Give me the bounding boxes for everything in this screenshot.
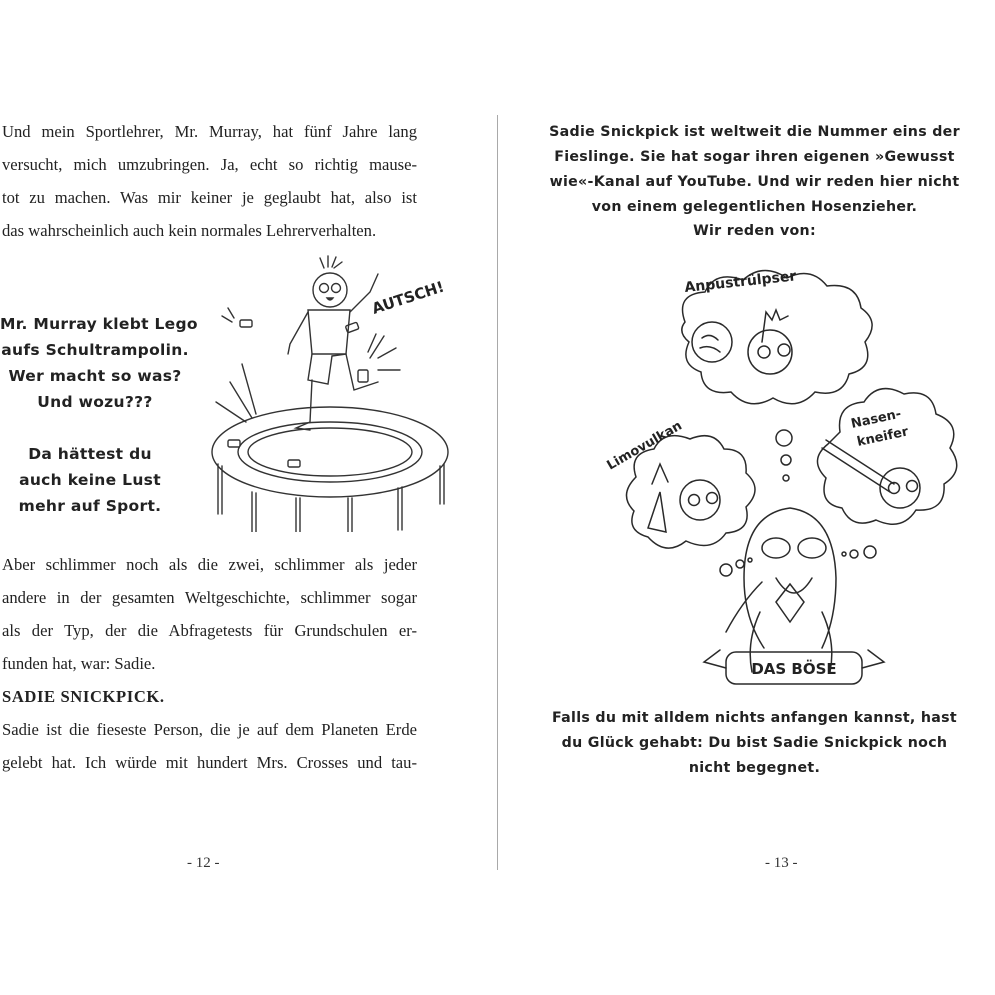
caption-line: Da hättest du — [28, 445, 152, 463]
caption-line: Und wozu??? — [37, 393, 153, 411]
text-line: andere in der gesamten Weltgeschichte, schlimmer sogar — [2, 588, 417, 607]
text-line: gelebt hat. Ich würde mit hundert Mrs. Crosses und tau- — [2, 753, 417, 772]
page-number-left: - 12 - — [187, 855, 220, 871]
outro-line: du Glück gehabt: Du bist Sadie Snickpick noch — [561, 735, 948, 751]
text-line: Und mein Sportlehrer, Mr. Murray, hat fünf Jahre lang — [2, 122, 417, 141]
bubble-top-label: Anpustrülpser — [683, 268, 798, 296]
text-line: als der Typ, der die Abfragetests für Grundschulen er- — [2, 621, 417, 640]
bubble-left-label: Limovulkan — [604, 418, 685, 474]
text-line: Sadie ist die fieseste Person, die je auf dem Planeten Erde — [2, 720, 417, 739]
text-line: das wahrscheinlich auch kein normales Lehrerverhalten. — [2, 221, 377, 240]
autsch-label: AUTSCH! — [369, 277, 447, 318]
bubble-right-label-2: kneifer — [855, 424, 910, 450]
caption-line: aufs Schultrampolin. — [1, 341, 189, 359]
intro-line: Sadie Snickpick ist weltweit die Nummer eins der — [549, 124, 960, 140]
page-number-right: - 13 - — [765, 855, 798, 871]
banner-label: DAS BÖSE — [751, 660, 837, 678]
intro-line: Fieslinge. Sie hat sogar ihren eigenen »Gewusst — [554, 149, 955, 165]
bold-name-heading: SADIE SNICKPICK. — [2, 687, 165, 706]
caption-line: Mr. Murray klebt Lego — [0, 315, 198, 333]
right-page — [498, 0, 995, 995]
intro-line: Wir reden von: — [693, 223, 816, 239]
outro-line: Falls du mit alldem nichts anfangen kannst, hast — [552, 710, 957, 726]
outro-line: nicht begegnet. — [688, 760, 821, 776]
intro-line: von einem gelegentlichen Hosenzieher. — [591, 199, 918, 215]
text-line: versucht, mich umzubringen. Ja, echt so richtig mause- — [2, 155, 417, 174]
caption-line: Wer macht so was? — [8, 367, 182, 385]
bubble-right-label-1: Nasen- — [849, 406, 903, 432]
text-line: Aber schlimmer noch als die zwei, schlimmer als jeder — [2, 555, 417, 574]
trampoline-illustration — [200, 252, 460, 532]
caption-line: auch keine Lust — [19, 471, 161, 489]
text-line: funden hat, war: Sadie. — [2, 654, 156, 673]
text-line: tot zu machen. Was mir keiner je geglaubt hat, also ist — [2, 188, 417, 207]
sadie-illustration — [590, 252, 995, 702]
intro-line: wie«-Kanal auf YouTube. Und wir reden hier nicht — [549, 174, 960, 190]
left-page — [0, 0, 497, 995]
caption-line: mehr auf Sport. — [18, 497, 162, 515]
